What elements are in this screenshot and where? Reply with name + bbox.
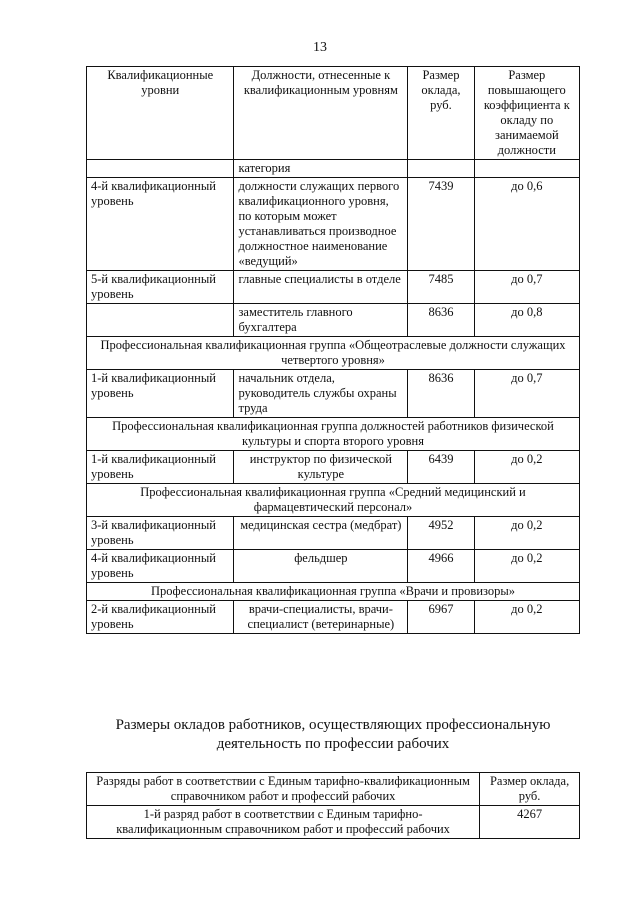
header-levels: Квалификационные уровни [87, 67, 234, 160]
grade-cell: 1-й разряд работ в соответствии с Единым тарифно-квалификационным справочником работ и профессий рабочих [87, 806, 480, 839]
coefficient-cell: до 0,2 [474, 517, 579, 550]
qualification-level-cell: 4-й квалификационный уровень [87, 178, 234, 271]
qualification-level-cell [87, 304, 234, 337]
table-header-row [87, 67, 580, 160]
coefficient-cell: до 0,2 [474, 550, 579, 583]
salary-cell: 7485 [408, 271, 474, 304]
coefficient-cell: до 0,2 [474, 601, 579, 634]
coefficient-cell: до 0,7 [474, 370, 579, 418]
position-cell: начальник отдела, руководитель службы охраны труда [234, 370, 408, 418]
salary-cell: 6967 [408, 601, 474, 634]
group-title: Профессиональная квалификационная группа «Средний медицинский и фармацевтический персонал» [87, 484, 580, 517]
qualification-level-cell: 3-й квалификационный уровень [87, 517, 234, 550]
salary-cell: 8636 [408, 370, 474, 418]
salary-cell: 4952 [408, 517, 474, 550]
table-row [87, 370, 580, 418]
position-cell: медицинская сестра (медбрат) [234, 517, 408, 550]
position-cell: заместитель главного бухгалтера [234, 304, 408, 337]
salary-cell: 6439 [408, 451, 474, 484]
table-row [87, 160, 580, 178]
salary-cell: 7439 [408, 178, 474, 271]
table-row [87, 178, 580, 271]
qualification-level-cell: 1-й квалификационный уровень [87, 451, 234, 484]
group-row [87, 484, 580, 517]
group-title: Профессиональная квалификационная группа «Врачи и провизоры» [87, 583, 580, 601]
coefficient-cell: до 0,7 [474, 271, 579, 304]
coefficient-cell: до 0,8 [474, 304, 579, 337]
workers-header-row [87, 773, 580, 806]
workers-table-body [87, 806, 580, 839]
qualification-level-cell: 4-й квалификационный уровень [87, 550, 234, 583]
position-cell: врачи-специалисты, врачи-специалист (ветеринарные) [234, 601, 408, 634]
page-number: 13 [313, 40, 327, 55]
workers-salary-table [86, 772, 580, 839]
position-cell: должности служащих первого квалификационного уровня, по которым может устанавливаться производное должностное наименование «ведущий» [234, 178, 408, 271]
position-cell: инструктор по физической культуре [234, 451, 408, 484]
header-positions: Должности, отнесенные к квалификационным уровням [234, 67, 408, 160]
workers-salary-cell: 4267 [480, 806, 580, 839]
table-row [87, 806, 580, 839]
group-row [87, 337, 580, 370]
coefficient-cell: до 0,6 [474, 178, 579, 271]
header-workers-salary: Размер оклада, руб. [480, 773, 580, 806]
group-title: Профессиональная квалификационная группа «Общеотраслевые должности служащих четвертого уровня» [87, 337, 580, 370]
salary-table-body [87, 160, 580, 634]
salary-table [86, 66, 580, 634]
table-row [87, 271, 580, 304]
position-cell: категория [234, 160, 408, 178]
group-title: Профессиональная квалификационная группа должностей работников физической культуры и спорта второго уровня [87, 418, 580, 451]
section-title: Размеры окладов работников, осуществляющих профессиональную деятельность по профессии рабочих [115, 717, 551, 752]
qualification-level-cell: 5-й квалификационный уровень [87, 271, 234, 304]
header-coefficient: Размер повышающего коэффициента к окладу по занимаемой должности [474, 67, 579, 160]
qualification-level-cell: 2-й квалификационный уровень [87, 601, 234, 634]
salary-cell [408, 160, 474, 178]
salary-cell: 4966 [408, 550, 474, 583]
header-grades: Разряды работ в соответствии с Единым тарифно-квалификационным справочником работ и профессий рабочих [87, 773, 480, 806]
coefficient-cell: до 0,2 [474, 451, 579, 484]
position-cell: фельдшер [234, 550, 408, 583]
table-row [87, 550, 580, 583]
table-row [87, 601, 580, 634]
qualification-level-cell: 1-й квалификационный уровень [87, 370, 234, 418]
coefficient-cell [474, 160, 579, 178]
qualification-level-cell [87, 160, 234, 178]
group-row [87, 418, 580, 451]
header-salary: Размер оклада, руб. [408, 67, 474, 160]
salary-cell: 8636 [408, 304, 474, 337]
table-row [87, 517, 580, 550]
group-row [87, 583, 580, 601]
position-cell: главные специалисты в отделе [234, 271, 408, 304]
table-row [87, 304, 580, 337]
table-row [87, 451, 580, 484]
